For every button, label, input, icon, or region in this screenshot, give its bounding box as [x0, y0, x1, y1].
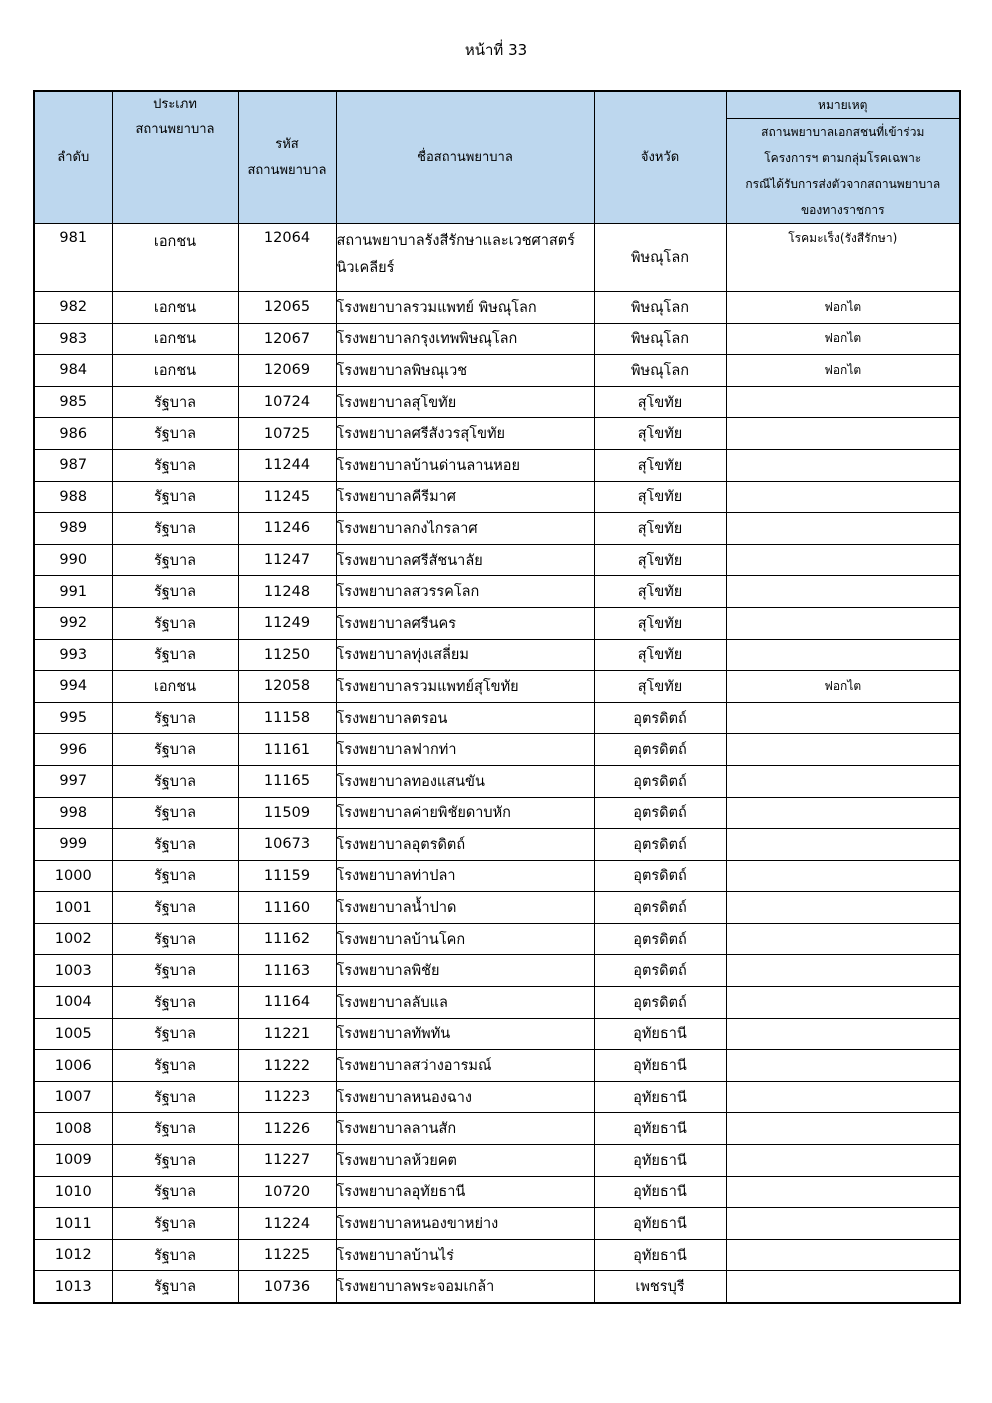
row-province: อุตรดิตถ์: [594, 923, 726, 955]
row-note: [726, 418, 960, 450]
row-type: รัฐบาล: [112, 734, 238, 766]
row-number: 1003: [34, 955, 112, 987]
row-type: รัฐบาล: [112, 513, 238, 545]
row-code: 11248: [238, 576, 336, 608]
row-type: รัฐบาล: [112, 797, 238, 829]
row-number: 999: [34, 829, 112, 861]
row-number: 1002: [34, 923, 112, 955]
row-province: อุตรดิตถ์: [594, 860, 726, 892]
row-note: [726, 860, 960, 892]
table-row: [34, 1271, 960, 1303]
row-type: เอกชน: [112, 292, 238, 324]
header-name: ชื่อสถานพยาบาล: [336, 91, 594, 224]
row-type: รัฐบาล: [112, 892, 238, 924]
row-code: 12069: [238, 355, 336, 387]
row-hospital-name: โรงพยาบาลทุ่งเสลี่ยม: [336, 639, 594, 671]
row-type: เอกชน: [112, 323, 238, 355]
row-number: 985: [34, 386, 112, 418]
row-number: 1008: [34, 1113, 112, 1145]
row-hospital-name: โรงพยาบาลคีรีมาศ: [336, 481, 594, 513]
row-note: [726, 1145, 960, 1177]
row-type: รัฐบาล: [112, 860, 238, 892]
row-province: สุโขทัย: [594, 607, 726, 639]
row-code: 11162: [238, 923, 336, 955]
row-type: รัฐบาล: [112, 702, 238, 734]
row-province: อุตรดิตถ์: [594, 702, 726, 734]
row-province: พิษณุโลก: [594, 224, 726, 292]
row-hospital-name: โรงพยาบาลพระจอมเกล้า: [336, 1271, 594, 1303]
row-number: 1009: [34, 1145, 112, 1177]
row-hospital-name: โรงพยาบาลทองแสนขัน: [336, 765, 594, 797]
row-number: 987: [34, 449, 112, 481]
header-code: [238, 91, 336, 224]
table-row: [34, 449, 960, 481]
row-number: 1005: [34, 1018, 112, 1050]
table-row: [34, 765, 960, 797]
row-note: ฟอกไต: [726, 355, 960, 387]
row-hospital-name: โรงพยาบาลกงไกรลาศ: [336, 513, 594, 545]
row-type: รัฐบาล: [112, 1145, 238, 1177]
row-number: 990: [34, 544, 112, 576]
row-code: 11244: [238, 449, 336, 481]
row-province: อุตรดิตถ์: [594, 892, 726, 924]
header-code-line2: สถานพยาบาล: [247, 162, 327, 178]
row-hospital-name: โรงพยาบาลบ้านด่านลานหอย: [336, 449, 594, 481]
table-row: [34, 481, 960, 513]
row-hospital-name: โรงพยาบาลลานสัก: [336, 1113, 594, 1145]
header-note-line4: ของทางราชการ: [800, 203, 885, 217]
row-number: 994: [34, 671, 112, 703]
row-note: [726, 734, 960, 766]
row-province: อุทัยธานี: [594, 1050, 726, 1082]
row-hospital-name: โรงพยาบาลพิษณุเวช: [336, 355, 594, 387]
table-row: [34, 639, 960, 671]
row-type: รัฐบาล: [112, 1081, 238, 1113]
row-number: 1006: [34, 1050, 112, 1082]
row-hospital-name: โรงพยาบาลห้วยคต: [336, 1145, 594, 1177]
row-note: ฟอกไต: [726, 292, 960, 324]
table-row: [34, 292, 960, 324]
row-hospital-name: โรงพยาบาลสุโขทัย: [336, 386, 594, 418]
table-row: [34, 829, 960, 861]
row-note: [726, 1113, 960, 1145]
table-row: [34, 576, 960, 608]
row-note: [726, 544, 960, 576]
row-number: 1007: [34, 1081, 112, 1113]
row-code: 11246: [238, 513, 336, 545]
row-number: 992: [34, 607, 112, 639]
table-row: [34, 544, 960, 576]
row-code: 11249: [238, 607, 336, 639]
row-province: อุทัยธานี: [594, 1145, 726, 1177]
row-number: 989: [34, 513, 112, 545]
table-row: [34, 671, 960, 703]
row-code: 11161: [238, 734, 336, 766]
row-province: สุโขทัย: [594, 449, 726, 481]
header-type: [112, 91, 238, 224]
row-province: อุตรดิตถ์: [594, 955, 726, 987]
row-type: รัฐบาล: [112, 544, 238, 576]
header-no: ลำดับ: [34, 91, 112, 224]
row-note: [726, 449, 960, 481]
row-code: 11250: [238, 639, 336, 671]
row-note: [726, 1050, 960, 1082]
row-hospital-name: โรงพยาบาลศรีสัชนาลัย: [336, 544, 594, 576]
row-code: 12067: [238, 323, 336, 355]
header-note-line2: โครงการฯ ตามกลุ่มโรคเฉพาะ: [764, 151, 922, 165]
row-note: [726, 576, 960, 608]
row-number: 997: [34, 765, 112, 797]
row-hospital-name: โรงพยาบาลบ้านไร่: [336, 1239, 594, 1271]
row-note: [726, 1271, 960, 1303]
row-number: 995: [34, 702, 112, 734]
row-number: 981: [34, 224, 112, 292]
row-province: สุโขทัย: [594, 671, 726, 703]
row-province: สุโขทัย: [594, 576, 726, 608]
row-code: 12065: [238, 292, 336, 324]
row-number: 1011: [34, 1208, 112, 1240]
header-type-line1: ประเภท: [153, 97, 197, 112]
row-code: 11223: [238, 1081, 336, 1113]
row-note: [726, 702, 960, 734]
row-province: อุทัยธานี: [594, 1176, 726, 1208]
row-province: อุทัยธานี: [594, 1208, 726, 1240]
row-note: [726, 1208, 960, 1240]
row-type: รัฐบาล: [112, 923, 238, 955]
row-code: 11222: [238, 1050, 336, 1082]
row-number: 984: [34, 355, 112, 387]
row-note: [726, 892, 960, 924]
row-hospital-name: โรงพยาบาลทัพทัน: [336, 1018, 594, 1050]
row-hospital-name: โรงพยาบาลตรอน: [336, 702, 594, 734]
table-row: [34, 224, 960, 292]
row-note: [726, 1239, 960, 1271]
table-row: [34, 607, 960, 639]
row-hospital-name: โรงพยาบาลศรีนคร: [336, 607, 594, 639]
row-code: 11226: [238, 1113, 336, 1145]
row-type: รัฐบาล: [112, 829, 238, 861]
row-province: สุโขทัย: [594, 386, 726, 418]
row-province: อุตรดิตถ์: [594, 987, 726, 1019]
row-province: อุทัยธานี: [594, 1018, 726, 1050]
row-number: 982: [34, 292, 112, 324]
table-row: [34, 1145, 960, 1177]
table-row: [34, 923, 960, 955]
row-code: 11159: [238, 860, 336, 892]
row-note: [726, 987, 960, 1019]
row-number: 986: [34, 418, 112, 450]
row-type: รัฐบาล: [112, 639, 238, 671]
table-row: [34, 418, 960, 450]
row-note: [726, 513, 960, 545]
table-row: [34, 1113, 960, 1145]
page-number: หน้าที่ 33: [464, 41, 528, 59]
row-number: 1004: [34, 987, 112, 1019]
row-code: 11509: [238, 797, 336, 829]
row-type: รัฐบาล: [112, 1239, 238, 1271]
row-type: รัฐบาล: [112, 765, 238, 797]
row-province: อุตรดิตถ์: [594, 765, 726, 797]
row-province: อุตรดิตถ์: [594, 797, 726, 829]
table-row: [34, 797, 960, 829]
row-hospital-name: โรงพยาบาลรวมแพทย์สุโขทัย: [336, 671, 594, 703]
row-type: รัฐบาล: [112, 1050, 238, 1082]
row-province: พิษณุโลก: [594, 292, 726, 324]
row-note: [726, 639, 960, 671]
row-type: รัฐบาล: [112, 987, 238, 1019]
row-type: รัฐบาล: [112, 1176, 238, 1208]
row-hospital-name: โรงพยาบาลอุทัยธานี: [336, 1176, 594, 1208]
row-hospital-name: โรงพยาบาลลับแล: [336, 987, 594, 1019]
row-number: 996: [34, 734, 112, 766]
header-province: จังหวัด: [594, 91, 726, 224]
row-province: อุทัยธานี: [594, 1239, 726, 1271]
row-number: 1013: [34, 1271, 112, 1303]
row-number: 1000: [34, 860, 112, 892]
row-type: รัฐบาล: [112, 1113, 238, 1145]
table-row: [34, 1176, 960, 1208]
header-note-desc: [726, 119, 960, 224]
row-type: เอกชน: [112, 355, 238, 387]
row-hospital-name: โรงพยาบาลหนองขาหย่าง: [336, 1208, 594, 1240]
row-note: [726, 797, 960, 829]
row-type: รัฐบาล: [112, 955, 238, 987]
row-type: เอกชน: [112, 671, 238, 703]
row-province: สุโขทัย: [594, 513, 726, 545]
row-hospital-name: โรงพยาบาลท่าปลา: [336, 860, 594, 892]
row-code: 11225: [238, 1239, 336, 1271]
row-province: สุโขทัย: [594, 481, 726, 513]
header-note-line1: สถานพยาบาลเอกสชนที่เข้าร่วม: [761, 125, 925, 139]
row-type: รัฐบาล: [112, 1018, 238, 1050]
header-note-line3: กรณีได้รับการส่งตัวจากสถานพยาบาล: [745, 177, 941, 191]
row-code: 10736: [238, 1271, 336, 1303]
row-code: 11221: [238, 1018, 336, 1050]
row-code: 11160: [238, 892, 336, 924]
table-row: [34, 1018, 960, 1050]
row-note: [726, 765, 960, 797]
row-province: เพชรบุรี: [594, 1271, 726, 1303]
row-hospital-name: โรงพยาบาลพิชัย: [336, 955, 594, 987]
row-province: สุโขทัย: [594, 544, 726, 576]
header-note-title: หมายเหตุ: [726, 91, 960, 119]
row-province: พิษณุโลก: [594, 323, 726, 355]
table-row: [34, 323, 960, 355]
row-hospital-name: โรงพยาบาลรวมแพทย์ พิษณุโลก: [336, 292, 594, 324]
row-number: 991: [34, 576, 112, 608]
table-row: [34, 987, 960, 1019]
row-hospital-name: โรงพยาบาลกรุงเทพพิษณุโลก: [336, 323, 594, 355]
row-code: 12058: [238, 671, 336, 703]
row-number: 1012: [34, 1239, 112, 1271]
header-code-line1: รหัส: [275, 136, 299, 152]
row-code: 10725: [238, 418, 336, 450]
row-hospital-name: โรงพยาบาลหนองฉาง: [336, 1081, 594, 1113]
table-header: [34, 91, 960, 224]
row-type: รัฐบาล: [112, 386, 238, 418]
row-type: รัฐบาล: [112, 576, 238, 608]
row-code: 11164: [238, 987, 336, 1019]
row-code: 10720: [238, 1176, 336, 1208]
row-hospital-name: โรงพยาบาลอุตรดิตถ์: [336, 829, 594, 861]
row-code: 10673: [238, 829, 336, 861]
header-type-line2: สถานพยาบาล: [135, 122, 215, 137]
table-body: [34, 224, 960, 1304]
row-type: รัฐบาล: [112, 481, 238, 513]
row-note: [726, 923, 960, 955]
table-row: [34, 513, 960, 545]
row-province: สุโขทัย: [594, 639, 726, 671]
row-code: 11247: [238, 544, 336, 576]
row-note: [726, 386, 960, 418]
row-province: อุตรดิตถ์: [594, 734, 726, 766]
hospital-table: [33, 90, 961, 1304]
row-hospital-name: สถานพยาบาลรังสีรักษาและเวชศาสตร์นิวเคลียร์: [336, 224, 594, 292]
row-number: 998: [34, 797, 112, 829]
table-row: [34, 955, 960, 987]
table-row: [34, 1239, 960, 1271]
table-row: [34, 702, 960, 734]
row-note: [726, 1176, 960, 1208]
row-note: [726, 829, 960, 861]
row-hospital-name: โรงพยาบาลน้ำปาด: [336, 892, 594, 924]
row-hospital-name: โรงพยาบาลสว่างอารมณ์: [336, 1050, 594, 1082]
row-code: 11158: [238, 702, 336, 734]
row-code: 11227: [238, 1145, 336, 1177]
row-note: [726, 955, 960, 987]
row-code: 11245: [238, 481, 336, 513]
row-number: 1001: [34, 892, 112, 924]
row-number: 983: [34, 323, 112, 355]
row-code: 11224: [238, 1208, 336, 1240]
row-number: 988: [34, 481, 112, 513]
row-code: 10724: [238, 386, 336, 418]
row-note: ฟอกไต: [726, 323, 960, 355]
row-note: [726, 1018, 960, 1050]
row-province: อุทัยธานี: [594, 1081, 726, 1113]
table-row: [34, 1050, 960, 1082]
table-row: [34, 386, 960, 418]
row-note: โรคมะเร็ง(รังสีรักษา): [726, 224, 960, 292]
row-type: รัฐบาล: [112, 449, 238, 481]
table-row: [34, 1081, 960, 1113]
row-province: อุตรดิตถ์: [594, 829, 726, 861]
row-type: รัฐบาล: [112, 418, 238, 450]
table-row: [34, 860, 960, 892]
row-code: 11165: [238, 765, 336, 797]
row-province: สุโขทัย: [594, 418, 726, 450]
table-row: [34, 892, 960, 924]
row-hospital-name: โรงพยาบาลบ้านโคก: [336, 923, 594, 955]
row-type: รัฐบาล: [112, 607, 238, 639]
row-type: รัฐบาล: [112, 1208, 238, 1240]
row-type: รัฐบาล: [112, 1271, 238, 1303]
row-number: 1010: [34, 1176, 112, 1208]
row-note: ฟอกไต: [726, 671, 960, 703]
table-row: [34, 355, 960, 387]
row-type: เอกชน: [112, 224, 238, 292]
row-hospital-name: โรงพยาบาลฟากท่า: [336, 734, 594, 766]
row-note: [726, 607, 960, 639]
row-hospital-name: โรงพยาบาลศรีสังวรสุโขทัย: [336, 418, 594, 450]
row-province: พิษณุโลก: [594, 355, 726, 387]
row-note: [726, 1081, 960, 1113]
row-number: 993: [34, 639, 112, 671]
row-code: 11163: [238, 955, 336, 987]
row-province: อุทัยธานี: [594, 1113, 726, 1145]
row-note: [726, 481, 960, 513]
table-row: [34, 734, 960, 766]
table-row: [34, 1208, 960, 1240]
row-code: 12064: [238, 224, 336, 292]
row-hospital-name: โรงพยาบาลสวรรคโลก: [336, 576, 594, 608]
row-hospital-name: โรงพยาบาลค่ายพิชัยดาบหัก: [336, 797, 594, 829]
